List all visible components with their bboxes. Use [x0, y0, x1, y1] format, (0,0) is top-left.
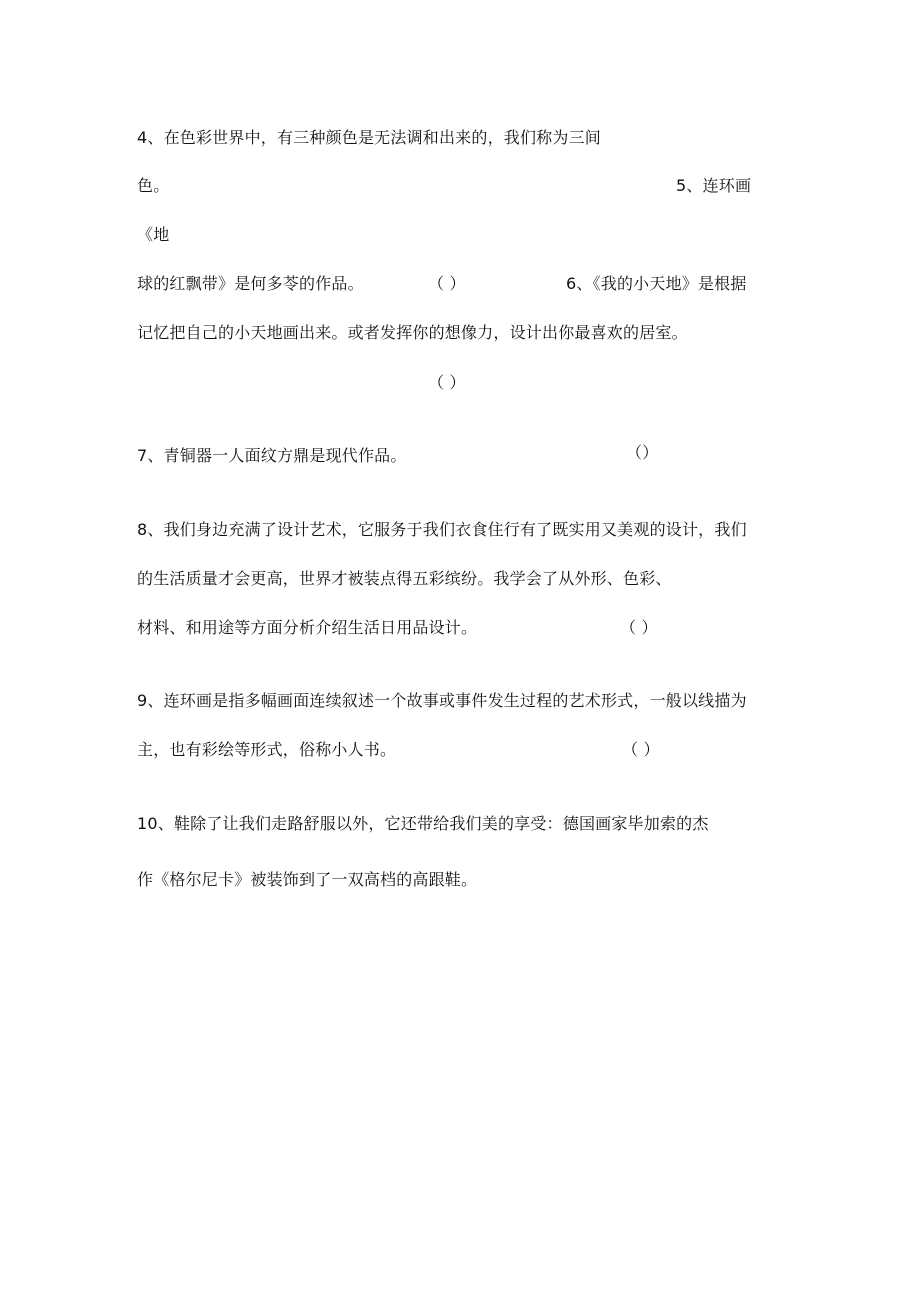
question-10-line-2: 作《格尔尼卡》被装饰到了一双高档的高跟鞋。 — [137, 870, 478, 889]
question-4-line-2: 色。 — [137, 176, 170, 195]
question-5-line-2: 《地 — [137, 225, 170, 244]
question-4-line-1: 4、在色彩世界中，有三种颜色是无法调和出来的，我们称为三间 — [137, 128, 601, 147]
question-5-line-1: 5、连环画 — [676, 176, 752, 195]
question-5-answer-blank: （ ） — [428, 274, 466, 293]
question-9-line-2: 主，也有彩绘等形式，俗称小人书。 — [137, 740, 397, 759]
question-6-line-2: 记忆把自己的小天地画出来。或者发挥你的想像力，设计出你最喜欢的居室。 — [137, 323, 688, 342]
question-7-line-1: 7、青铜器一人面纹方鼎是现代作品。 — [137, 446, 407, 465]
question-6-answer-blank: （ ） — [428, 373, 466, 392]
question-8-line-2: 的生活质量才会更高，世界才被装点得五彩缤纷。我学会了从外形、色彩、 — [137, 569, 672, 588]
question-7-answer-blank: （） — [626, 443, 659, 462]
question-6-line-1: 6、《我的小天地》是根据 — [566, 274, 747, 293]
question-9-line-1: 9、连环画是指多幅画面连续叙述一个故事或事件发生过程的艺术形式，一般以线描为 — [137, 691, 747, 710]
question-9-answer-blank: （ ） — [622, 740, 660, 759]
question-5-line-3: 球的红飘带》是何多苓的作品。 — [137, 274, 364, 293]
question-10-line-1: 10、鞋除了让我们走路舒服以外，它还带给我们美的享受：德国画家毕加索的杰 — [137, 814, 709, 833]
question-8-line-1: 8、我们身边充满了设计艺术，它服务于我们衣食住行有了既实用又美观的设计，我们 — [137, 520, 747, 539]
question-8-answer-blank: （ ） — [620, 618, 658, 637]
question-8-line-3: 材料、和用途等方面分析介绍生活日用品设计。 — [137, 618, 478, 637]
